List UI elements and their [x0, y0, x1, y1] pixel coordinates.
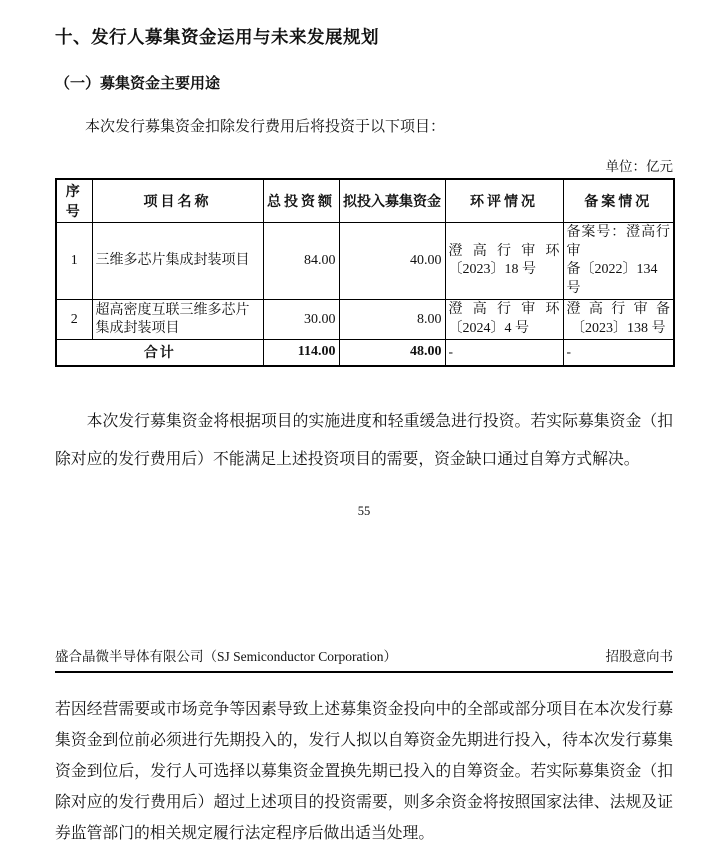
row2-env-line1: 澄高行审环 [448, 302, 560, 317]
col-header-total-investment: 总投资额 [263, 179, 339, 223]
total-label: 合计 [56, 340, 263, 366]
paragraph-pre-investment-policy: 若因经营需要或市场竞争等因素导致上述募集资金投向中的全部或部分项目在本次发行募集资金到位前必须进行先期投入的，发行人拟以自筹资金先期进行投入，待本次发行募集资金到位后，发行人可选择以募集资金置换先期已投入的自筹资金。若实际募集资金（扣除对应的发行费用后）超过上述项目的投资需要，则多余资金将按照国家法律、法规及证券监管部门的相关规定履行法定程序后做出适当处理。 [55, 700, 673, 842]
row1-project-name: 三维多芯片集成封装项目 [92, 223, 263, 300]
document-page [55, 24, 673, 849]
subsection-heading: （一）募集资金主要用途 [55, 75, 221, 92]
total-raised-sum: 48.00 [339, 340, 445, 366]
row1-env-line1: 澄高行审环 [448, 243, 560, 259]
row2-filing-status [563, 300, 674, 340]
col-header-env-assessment: 环评情况 [445, 179, 563, 223]
row1-env-line2: 〔2023〕18 号 [448, 262, 536, 277]
company-name: 盛合晶微半导体有限公司（SJ Semiconductor Corporation） [55, 648, 397, 664]
row2-filing-line1: 澄高行审备 [566, 302, 670, 317]
col-header-raised-funds: 拟投入募集资金 [339, 179, 445, 223]
paragraph-investment-schedule: 本次发行募集资金将根据项目的实施进度和轻重缓急进行投资。若实际募集资金（扣除对应的发行费用后）不能满足上述投资项目的需要，资金缺口通过自筹方式解决。 [55, 412, 673, 468]
document-type-label: 招股意向书 [605, 648, 673, 664]
unit-label: 单位：亿元 [605, 159, 673, 174]
row2-env-assessment [445, 300, 563, 340]
row2-filing-line2: 〔2023〕138 号 [571, 320, 666, 336]
col-header-filing-status: 备案情况 [563, 179, 674, 223]
total-env-dash: - [445, 340, 563, 366]
row1-env-assessment [445, 223, 563, 300]
row2-env-line2: 〔2024〕4 号 [448, 320, 529, 336]
table-row-total [56, 340, 674, 366]
next-page-header [55, 645, 673, 673]
col-header-index: 序号 [56, 179, 92, 223]
fundraising-projects-table [55, 178, 675, 367]
row1-raised-funds: 40.00 [339, 223, 445, 300]
row2-project-name: 超高密度互联三维多芯片集成封装项目 [92, 300, 263, 340]
row1-total-investment: 84.00 [263, 223, 339, 300]
table-header-row [56, 179, 674, 223]
table-row-project-2 [56, 300, 674, 340]
row1-filing-line1: 备案号：澄高行审 [566, 225, 670, 259]
total-investment-sum: 114.00 [263, 340, 339, 366]
row1-filing-status [563, 223, 674, 300]
page-number: 55 [357, 503, 371, 518]
table-row-project-1 [56, 223, 674, 300]
col-header-project-name: 项目名称 [92, 179, 263, 223]
row2-total-investment: 30.00 [263, 300, 339, 340]
section-heading: 十、发行人募集资金运用与未来发展规划 [55, 27, 379, 47]
total-filing-dash: - [563, 340, 674, 366]
row1-filing-line2: 备〔2022〕134 号 [566, 262, 658, 296]
intro-paragraph: 本次发行募集资金扣除发行费用后将投资于以下项目： [85, 119, 446, 135]
row2-index: 2 [56, 300, 92, 340]
row1-index: 1 [56, 223, 92, 300]
row2-raised-funds: 8.00 [339, 300, 445, 340]
